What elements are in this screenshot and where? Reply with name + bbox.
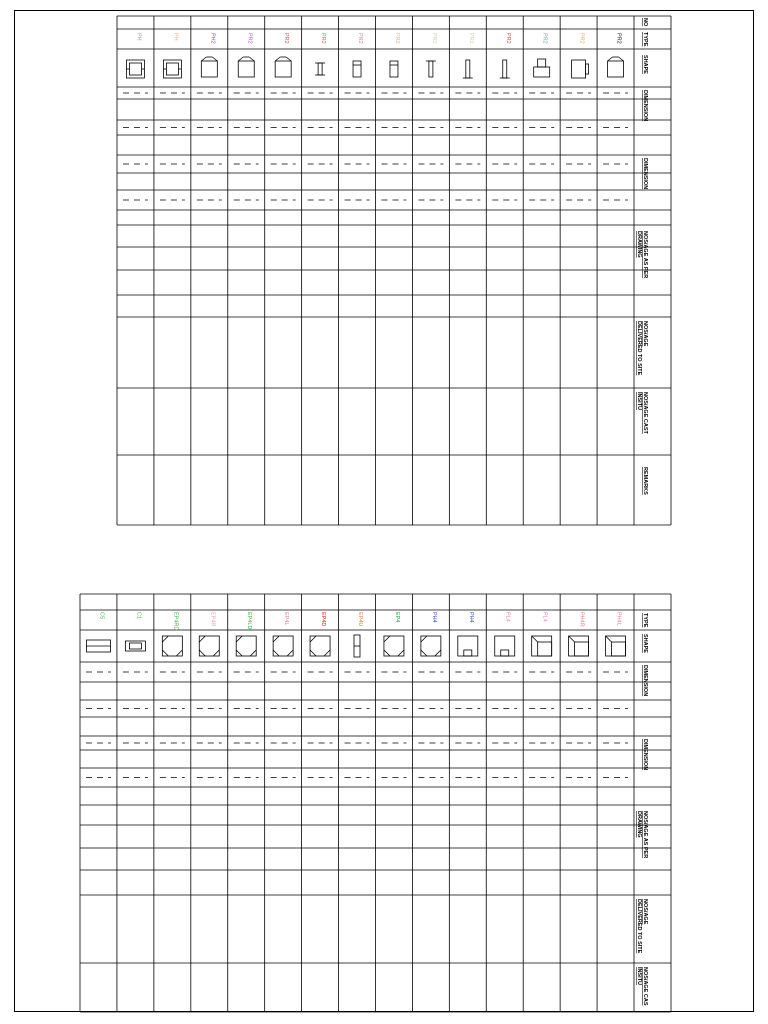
type-code: PR2 [320, 33, 327, 44]
fitting-shape-icon [315, 63, 325, 75]
header-nos-cast-1: NOS/AGE CAST [642, 392, 648, 434]
schedule-row [271, 33, 296, 200]
type-code: PL4 [541, 612, 548, 622]
type-code: C1 [135, 612, 142, 620]
header-nos-site-2: DELIVERED TO SITE [636, 899, 642, 954]
type-code: EP4D [320, 612, 327, 627]
schedule-row [418, 33, 443, 200]
type-code: PR2 [504, 33, 511, 44]
type-code: PR2 [615, 33, 622, 44]
schedule-row [197, 612, 222, 778]
schedule-row [234, 612, 259, 778]
header-nos-drawing-2: DRAWING [636, 231, 642, 258]
fitting-shape-icon [390, 61, 398, 77]
type-code: EP4R [209, 612, 216, 627]
fitting-shape-icon [572, 60, 589, 78]
fitting-shape-icon [162, 636, 182, 656]
schedule-row [160, 612, 185, 778]
header-type: TYPE [642, 613, 648, 628]
schedule-row [382, 33, 407, 200]
fitting-shape-icon [199, 636, 219, 656]
type-code: PH2 [209, 33, 216, 44]
type-code: PR2 [357, 33, 364, 44]
header-nos-site-2: DELIVERED TO SITE [636, 321, 642, 376]
fitting-shape-icon [458, 636, 478, 656]
header-no: NO [642, 18, 648, 27]
header-nos-drawing-1: NOS/AGE AS PER [642, 231, 648, 279]
header-nos-site-1: NOS/AGE [642, 321, 648, 347]
header-nos-cast-2: INSITU [636, 967, 642, 986]
header-nos-drawing-1: NOS/AGE AS PER [642, 811, 648, 859]
fitting-shape-icon [238, 57, 254, 77]
fitting-shape-icon [201, 57, 217, 77]
header-type: TYPE [642, 32, 648, 47]
schedule-row [418, 612, 443, 778]
fitting-shape-icon [353, 61, 361, 77]
fitting-shape-icon [126, 60, 144, 78]
fitting-shape-icon [421, 636, 441, 656]
header-shape: SHAPE [642, 55, 648, 74]
type-code: EP4U [357, 612, 363, 627]
type-code: PR2 [246, 33, 253, 44]
type-code: EP4RD [172, 612, 179, 631]
fitting-shape-icon [163, 60, 181, 78]
type-code: EP4L [283, 612, 290, 626]
fitting-shape-icon [275, 57, 291, 77]
fitting-shape-icon [384, 636, 404, 656]
fitting-shape-icon [236, 636, 256, 656]
schedule-row [566, 612, 591, 778]
type-code: PR2 [578, 33, 585, 44]
type-code: PH [135, 33, 142, 41]
schedule-row [381, 612, 406, 778]
type-code: PR2 [283, 33, 290, 44]
header-nos-site-1: NOS/AGE [642, 899, 648, 925]
schedule-row [123, 33, 148, 200]
fitting-shape-icon [86, 640, 110, 652]
schedule-row [123, 612, 148, 778]
fitting-shape-icon [569, 636, 589, 656]
fitting-shape-icon [354, 635, 360, 657]
type-code: PH4R [578, 612, 585, 627]
schedule-row [345, 612, 370, 778]
type-code: PR2 [393, 33, 400, 44]
type-code: PH4L [615, 612, 622, 626]
type-code: PH [172, 33, 179, 41]
fitting-shape-icon [125, 641, 145, 651]
fitting-shape-icon [310, 636, 330, 656]
header-nos-cast-1: NOS/AGE CAS [642, 967, 648, 1006]
schedule-row [455, 612, 480, 778]
schedule-row [492, 612, 517, 778]
fitting-shape-icon [273, 636, 293, 656]
header-nos-cast-2: INSITU [636, 392, 642, 411]
schedule-row [566, 33, 591, 200]
type-code: EP4 [393, 612, 400, 623]
type-code: PR2 [541, 33, 548, 44]
schedule-row [492, 33, 517, 200]
header-nos-drawing-2: DRAWING [636, 811, 642, 838]
fitting-shape-icon [500, 60, 510, 78]
schedule-row [603, 612, 628, 778]
schedule-row [345, 33, 370, 200]
schedule-row [234, 33, 259, 200]
type-code: PR2 [430, 33, 437, 44]
lower-schedule-table [80, 594, 671, 1012]
fitting-shape-icon [534, 59, 550, 77]
schedule-row [197, 33, 222, 200]
schedule-row [529, 612, 554, 778]
upper-schedule-table [117, 16, 671, 525]
schedule-row [86, 612, 111, 778]
fitting-shape-icon [463, 60, 473, 78]
type-code: PH4 [430, 612, 437, 623]
header-dim2: DIMENSION [642, 158, 648, 190]
fitting-shape-icon [606, 636, 626, 656]
header-dim1: DIMENSION [642, 665, 648, 697]
header-remarks: REMARKS [642, 467, 648, 495]
header-shape: SHAPE [642, 634, 648, 653]
schedule-row [271, 612, 296, 778]
type-code: C5 [98, 612, 105, 620]
header-dim2: DIMENSION [642, 739, 648, 771]
header-dim1: DIMENSION [642, 90, 648, 122]
type-code: EP4LD [246, 612, 253, 630]
schedule-row [603, 33, 628, 200]
fitting-shape-icon [426, 61, 436, 77]
schedule-row [160, 33, 185, 200]
fitting-shape-icon [608, 57, 624, 77]
schedule-row [455, 33, 480, 200]
fitting-shape-icon [495, 636, 515, 656]
type-code: PR2 [467, 33, 474, 44]
schedule-row [308, 612, 333, 778]
schedule-row [529, 33, 554, 200]
fitting-shape-icon [532, 636, 552, 656]
schedule-row [308, 33, 333, 200]
type-code: PH4 [467, 612, 474, 623]
type-code: PL4 [504, 612, 511, 622]
